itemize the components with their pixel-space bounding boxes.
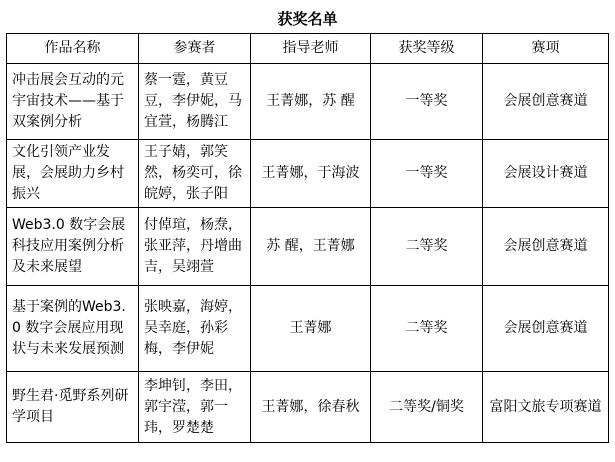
cell-work: 文化引领产业发展，会展助力乡村振兴 [7,140,139,208]
table-row [7,286,609,372]
cell-track: 富阳文旅专项赛道 [483,372,609,443]
cell-participants: 付倬瑄，杨焘，张亚萍，丹增曲吉，吴翊萱 [139,208,251,286]
cell-level: 一等奖 [371,64,483,140]
cell-level: 二等奖 [371,208,483,286]
cell-advisors: 苏 醒，王菁娜 [251,208,371,286]
cell-level: 一等奖 [371,140,483,208]
cell-advisors: 王菁娜，于海波 [251,140,371,208]
table-row [7,64,609,140]
cell-track: 会展设计赛道 [483,140,609,208]
table-row [7,140,609,208]
cell-work: 冲击展会互动的元宇宙技术——基于双案例分析 [7,64,139,140]
cell-level: 二等奖/铜奖 [371,372,483,443]
cell-participants: 蔡一霆，黄豆豆，李伊妮，马宜萱，杨腾江 [139,64,251,140]
table-header-row [7,34,609,64]
cell-track: 会展创意赛道 [483,64,609,140]
cell-participants: 张映嘉，海婷，吴幸庭，孙彩梅，李伊妮 [139,286,251,372]
cell-participants: 王子婧，郭笑然，杨奕可，徐皖婷，张子阳 [139,140,251,208]
cell-advisors: 王菁娜 [251,286,371,372]
awards-table [6,33,609,443]
table-row [7,372,609,443]
cell-work: 野生君·觅野系列研学项目 [7,372,139,443]
header-work: 作品名称 [7,34,139,64]
cell-work: Web3.0 数字会展科技应用案例分析及未来展望 [7,208,139,286]
table-row [7,208,609,286]
page-title: 获奖名单 [277,10,338,28]
header-advisors: 指导老师 [251,34,371,64]
header-participants: 参赛者 [139,34,251,64]
header-level: 获奖等级 [371,34,483,64]
cell-track: 会展创意赛道 [483,286,609,372]
header-track: 赛项 [483,34,609,64]
cell-participants: 李坤钊，李田，郭宇滢，郭一玮，罗楚楚 [139,372,251,443]
cell-advisors: 王菁娜，徐春秋 [251,372,371,443]
cell-advisors: 王菁娜，苏 醒 [251,64,371,140]
cell-level: 二等奖 [371,286,483,372]
cell-track: 会展创意赛道 [483,208,609,286]
cell-work: 基于案例的Web3.0 数字会展应用现状与未来发展预测 [7,286,139,372]
